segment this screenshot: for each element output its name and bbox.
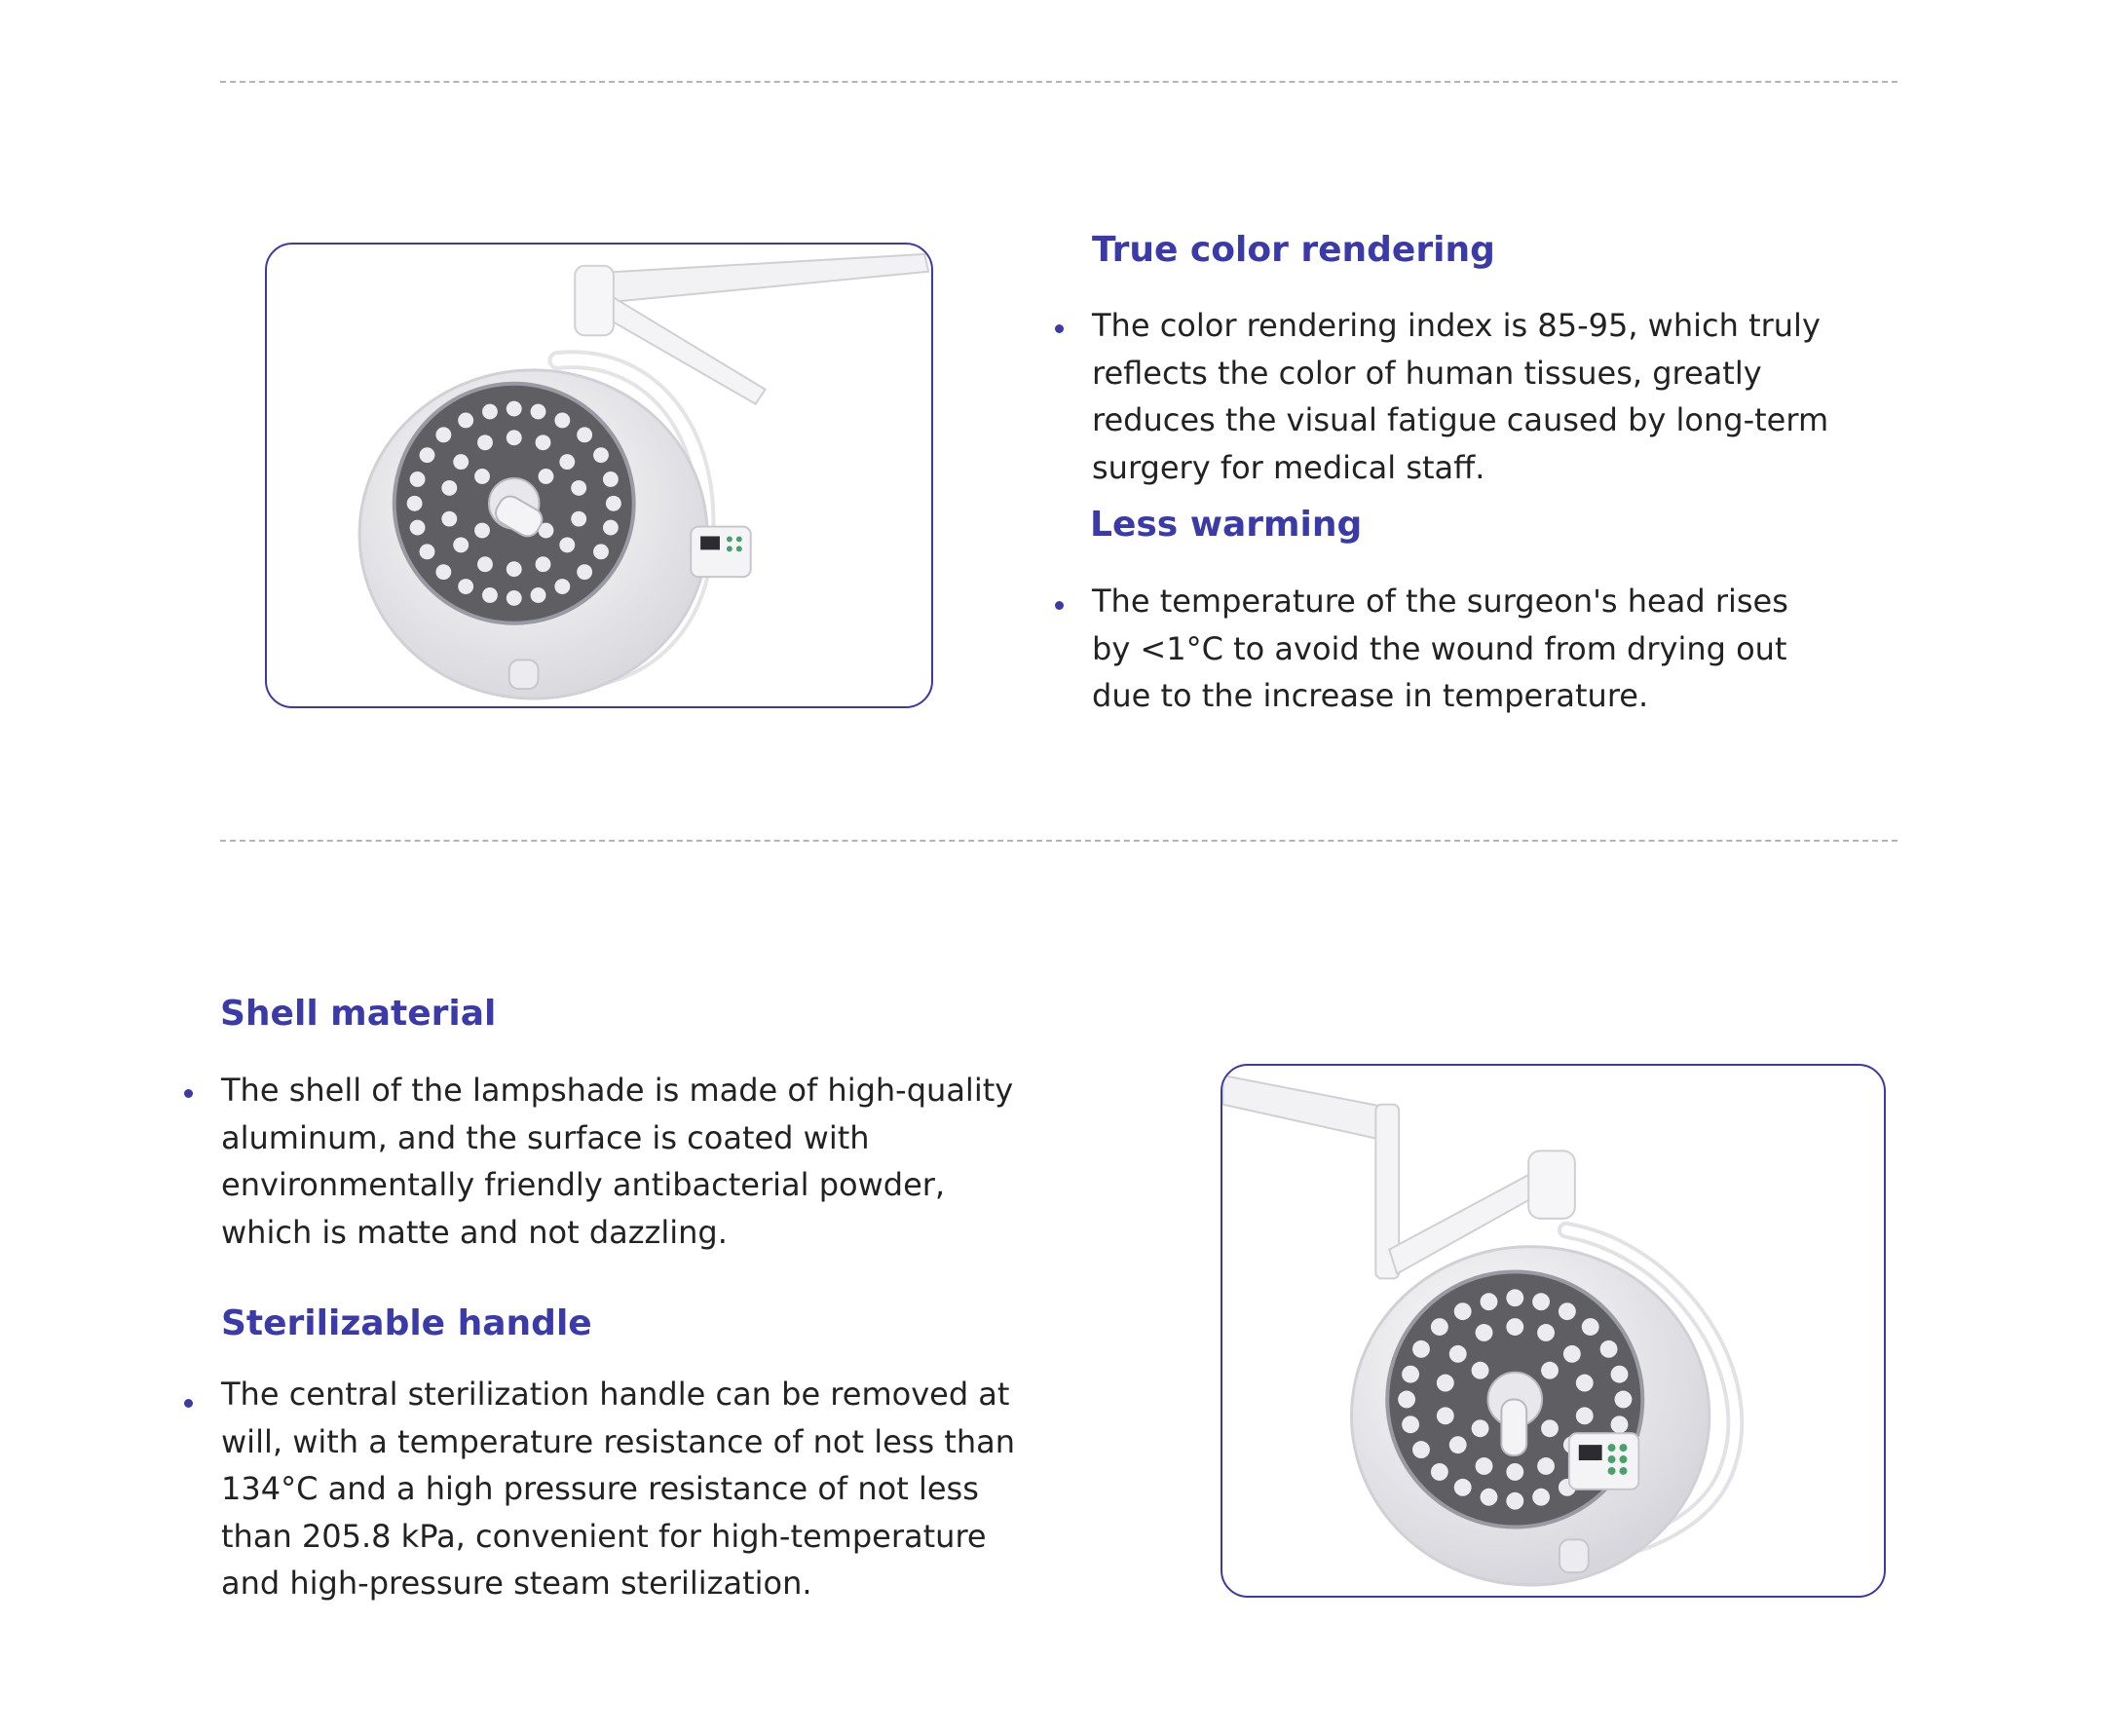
heading-less-warming: Less warming (1090, 505, 1363, 545)
surgical-lamp-image-2 (1221, 1064, 1886, 1598)
text-shell-material: The shell of the lampshade is made of high-quality aluminum, and the surface is coated with environmentally friendly antibacterial powder, which is matte and not dazzling. (221, 1072, 1014, 1251)
section-divider-top (220, 81, 1897, 83)
surgical-lamp-icon (1222, 1066, 1884, 1596)
bullet-dot-icon (184, 1089, 193, 1098)
section-divider-middle (220, 840, 1897, 842)
heading-sterilizable-handle: Sterilizable handle (221, 1303, 592, 1343)
heading-true-color-rendering: True color rendering (1092, 230, 1495, 270)
text-sterilizable-handle: The central sterilization handle can be removed at will, with a temperature resistance of not less than 134°C and a high pressure resistance of not less than 205.8 kPa, convenient for high-temperature and high-pressure steam sterilization. (221, 1376, 1016, 1602)
text-less-warming: The temperature of the surgeon's head rises by <1°C to avoid the wound from drying out due to the increase in temperature. (1092, 583, 1788, 714)
text-true-color-rendering: The color rendering index is 85-95, which truly reflects the color of human tissues, greatly reduces the visual fatigue caused by long-term surgery for medical staff. (1092, 307, 1829, 486)
bullet-dot-icon (184, 1399, 193, 1408)
surgical-lamp-icon (267, 245, 931, 706)
surgical-lamp-image-1 (265, 243, 933, 708)
heading-shell-material: Shell material (220, 994, 497, 1034)
bullet-dot-icon (1055, 601, 1064, 610)
bullet-dot-icon (1055, 324, 1064, 333)
